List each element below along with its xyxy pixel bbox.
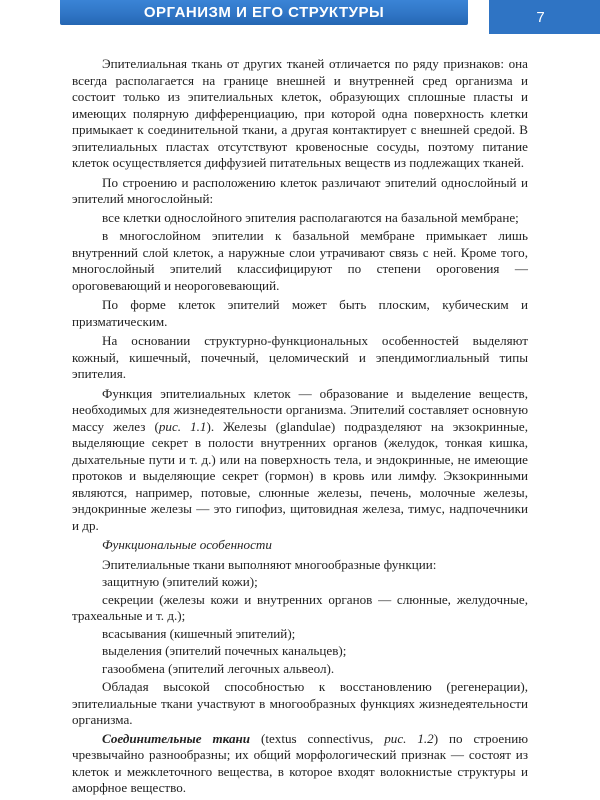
- paragraph: [72, 731, 528, 797]
- chapter-title: ОРГАНИЗМ И ЕГО СТРУКТУРЫ: [143, 4, 385, 21]
- list-item: всасывания (кишечный эпителий);: [102, 625, 296, 641]
- paragraph: По форме клеток эпителий может быть плоским, кубическим и призматическим.: [72, 297, 528, 329]
- list-item: секреции (железы кожи и внутренних органов — слюнные, желудочные, трахеальные и т. д.);: [72, 591, 528, 623]
- paragraph: На основании структурно-функциональных особенностей выделяют кожный, кишечный, почечный, целомический и эпендимоглиальный типы эпителия.: [72, 333, 528, 381]
- paragraph: Обладая высокой способностью к восстановлению (регенерации), эпителиальные ткани участвуют в многообразных функциях жизнедеятельности организма.: [72, 679, 528, 727]
- paragraph: Эпителиальная ткань от других тканей отличается по ряду признаков: она всегда располагается на границе внешней и внутренней сред организма и состоит только из эпителиальных клеток, образующих сплошные пласты и имеющих полярную дифференциацию, при которой одна поверхность клетки примыкает к соединительной ткани, а другая контактирует с внешней средой. В эпителиальных пластах отсутствуют кровеносные сосуды, поэтому питание клеток осуществляется диффузией питательных веществ из подлежащих тканей.: [72, 56, 528, 170]
- figure-reference: рис. 1.2: [384, 730, 434, 746]
- page-number-box: [489, 0, 600, 34]
- list-item: выделения (эпителий почечных канальцев);: [102, 643, 347, 658]
- page-header: [0, 0, 600, 30]
- text-run: ). Железы (glandulae) подразделяют на экзокринные, выделяющие секрет в полости внутренних органов (желудок, тонкая кишка, дыхательные пути и т. д.) или на поверхность тела, и эндокринные, не имеющие протоков и выделяющие секрет (гормон) в кровь или лимфу. Экзокринными являются, например, потовые, слюнные железы, печень, молочные железы, эндокринные железы — это гипофиз, щитовидная железа, тимус, надпочечники и др.: [72, 418, 528, 533]
- text-run: Функция эпителиальных клеток — образование и выделение веществ, необходимых для жизнедеятельности организма. Эпителий составляет основную массу желез (: [72, 385, 528, 434]
- text-run: ) по строению чрезвычайно разнообразны; их общий морфологический признак — состоят из клеток и межклеточного вещества, в которое входят волокнистые структуры и аморфное вещество.: [72, 730, 529, 795]
- page-body: [72, 56, 528, 800]
- paragraph: [72, 386, 528, 535]
- paragraph: По строению и расположению клеток различают эпителий однослойный и эпителий многослойный:: [72, 174, 528, 206]
- section-subheading: Функциональные особенности: [102, 537, 272, 552]
- list-item: защитную (эпителий кожи);: [102, 574, 258, 589]
- figure-reference: рис. 1.1: [158, 418, 207, 434]
- list-item: все клетки однослойного эпителия располагаются на базальной мембране;: [102, 209, 519, 225]
- paragraph: Эпителиальные ткани выполняют многообразные функции:: [102, 556, 437, 572]
- list-item: газообмена (эпителий легочных альвеол).: [102, 660, 335, 676]
- list-item: в многослойном эпителии к базальной мембране примыкает лишь внутренний слой клеток, а наружные слои утрачивают связь с ней. Кроме того, многослойный эпителий классифицируют по степени ороговения — ороговевающий и неороговевающий.: [72, 228, 528, 293]
- term-heading: Соединительные ткани: [102, 730, 251, 746]
- page-number: 7: [536, 8, 545, 26]
- chapter-title-bar: [60, 0, 468, 25]
- text-run: (textus connectivus,: [250, 730, 385, 746]
